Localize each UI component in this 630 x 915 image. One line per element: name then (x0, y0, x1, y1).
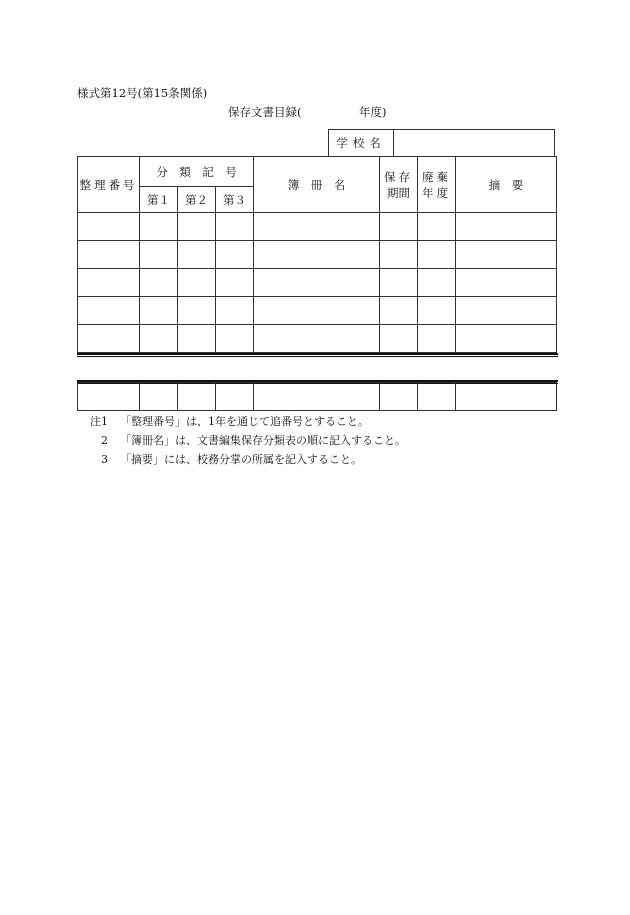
table-cell[interactable] (78, 269, 140, 297)
table-cell[interactable] (140, 383, 178, 411)
table-cell[interactable] (456, 325, 557, 353)
table-cell[interactable] (140, 325, 178, 353)
table-row (78, 241, 557, 269)
school-name-box (328, 129, 555, 157)
header-sub-2: 第２ (178, 187, 216, 213)
table-cell[interactable] (216, 241, 254, 269)
school-name-field[interactable] (394, 130, 554, 156)
table-cell[interactable] (216, 383, 254, 411)
table-cell[interactable] (456, 297, 557, 325)
header-summary: 摘 要 (456, 157, 557, 213)
table-cell[interactable] (380, 241, 418, 269)
header-sub-3: 第３ (216, 187, 254, 213)
table-cell[interactable] (418, 213, 456, 241)
table-cell[interactable] (78, 241, 140, 269)
table-cell[interactable] (254, 325, 380, 353)
table-cell[interactable] (78, 325, 140, 353)
table-row (78, 269, 557, 297)
table-row (78, 297, 557, 325)
table-row (78, 383, 557, 411)
table-cell[interactable] (456, 269, 557, 297)
header-disposal-line1: 廃棄 (422, 169, 452, 184)
table-cell[interactable] (254, 297, 380, 325)
table-cell[interactable] (380, 383, 418, 411)
table-cell[interactable] (456, 241, 557, 269)
note-number: 3 (101, 453, 108, 466)
table-cell[interactable] (216, 297, 254, 325)
table-cell[interactable] (140, 269, 178, 297)
table-cell[interactable] (178, 213, 216, 241)
table-cell[interactable] (418, 241, 456, 269)
table-cell[interactable] (380, 213, 418, 241)
table-cell[interactable] (254, 213, 380, 241)
header-classification: 分 類 記 号 (140, 157, 254, 187)
table-cell[interactable] (418, 325, 456, 353)
table-cell[interactable] (380, 325, 418, 353)
table-cell[interactable] (216, 213, 254, 241)
table-cell[interactable] (456, 383, 557, 411)
section-break-line-top (77, 353, 558, 357)
note-number: 2 (101, 434, 108, 447)
header-disposal (418, 157, 456, 213)
record-table-continuation (77, 382, 557, 411)
note-item (90, 431, 406, 450)
header-retention-line2: 期間 (387, 185, 411, 200)
table-cell[interactable] (254, 241, 380, 269)
note-item (90, 450, 406, 469)
table-cell[interactable] (178, 325, 216, 353)
header-sub-1: 第１ (140, 187, 178, 213)
note-text: 「整理番号」は、1年を通じて追番号とすること。 (120, 415, 369, 428)
table-cell[interactable] (140, 297, 178, 325)
table-header-row (78, 157, 557, 187)
header-retention (380, 157, 418, 213)
record-table (77, 156, 557, 353)
table-cell[interactable] (380, 297, 418, 325)
notes (90, 412, 406, 469)
table-cell[interactable] (178, 383, 216, 411)
table-cell[interactable] (456, 213, 557, 241)
table-cell[interactable] (178, 297, 216, 325)
document-title: 保存文書目録( 年度) (228, 105, 387, 119)
table-cell[interactable] (216, 269, 254, 297)
table-cell[interactable] (140, 213, 178, 241)
header-number: 整理番号 (78, 157, 140, 213)
note-text: 「簿冊名」は、文書編集保存分類表の順に記入すること。 (120, 434, 406, 447)
table-row (78, 213, 557, 241)
table-cell[interactable] (178, 269, 216, 297)
table-cell[interactable] (418, 269, 456, 297)
table-cell[interactable] (254, 269, 380, 297)
header-retention-line1: 保存 (384, 169, 414, 184)
table-cell[interactable] (418, 383, 456, 411)
table-cell[interactable] (140, 241, 178, 269)
form-number: 様式第12号(第15条関係) (77, 86, 208, 100)
school-name-label: 学校名 (329, 130, 394, 156)
table-cell[interactable] (178, 241, 216, 269)
table-cell[interactable] (216, 325, 254, 353)
table-row (78, 325, 557, 353)
table-cell[interactable] (418, 297, 456, 325)
note-number: 注1 (90, 415, 108, 428)
table-cell[interactable] (78, 297, 140, 325)
table-cell[interactable] (254, 383, 380, 411)
header-disposal-line2: 年度 (422, 185, 452, 200)
table-cell[interactable] (78, 383, 140, 411)
note-item (90, 412, 406, 431)
header-book-name: 簿 冊 名 (254, 157, 380, 213)
table-cell[interactable] (380, 269, 418, 297)
note-text: 「摘要」には、校務分掌の所属を記入すること。 (120, 453, 362, 466)
table-cell[interactable] (78, 213, 140, 241)
